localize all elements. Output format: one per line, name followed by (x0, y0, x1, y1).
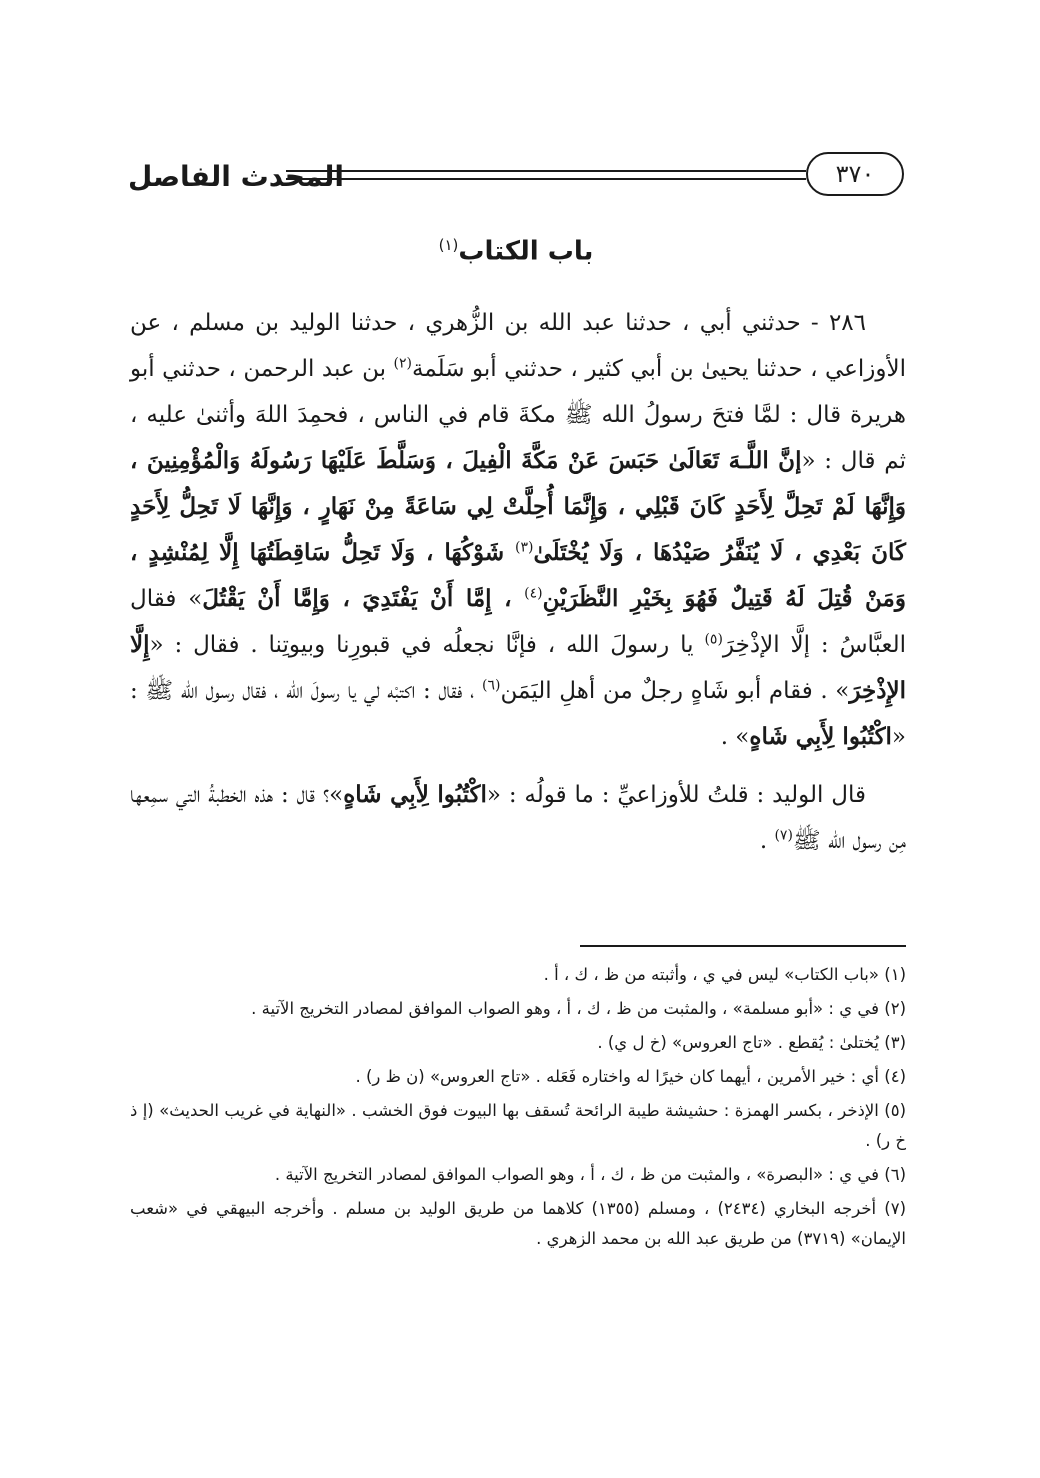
prophetic-speech: اكْتُبُوا لِأَبِي شَاهٍ (749, 723, 892, 750)
text-run: »؟ قال : هذه الخطبةُ التي سمِعها مِن رسول الله ﷺ (130, 782, 906, 854)
footnote-number: (٦) (884, 1165, 906, 1184)
footnote (130, 1160, 906, 1190)
footnote (130, 1194, 906, 1254)
footnote-separator (580, 945, 906, 947)
body-text (130, 300, 906, 864)
footnote (130, 1062, 906, 1092)
footnote-number: (٢) (884, 999, 906, 1018)
commentary-paragraph (130, 772, 906, 864)
header-rule-top (286, 170, 806, 172)
chapter-title: باب الكتاب (458, 236, 594, 267)
footnote-ref: (٢) (393, 355, 412, 372)
footnote (130, 960, 906, 990)
footnote-text: في ي : «البصرة» ، والمثبت من ظ ، ك ، أ ، وهو الصواب الموافق لمصادر التخريج الآتية . (274, 1165, 879, 1184)
footnote-text: أخرجه البخاري (٢٤٣٤) ، ومسلم (١٣٥٥) كلاهما من طريق الوليد بن مسلم . وأخرجه البيهقي في «شعب الإيمان» (٣٧١٩) من طريق عبد الله بن محمد الزهري . (130, 1199, 906, 1248)
prophetic-speech: ، إِمَّا أَنْ يَفْتَدِيَ ، وَإِمَّا أَنْ يَقْتُلَ (202, 585, 525, 612)
chapter-heading (128, 236, 904, 267)
hadith-paragraph (130, 300, 906, 760)
text-run: ٢٨٦ - حدثني أبي ، حدثنا عبد الله بن الزُّهري ، حدثنا الوليد بن مسلم ، عن الأوزاعي ، حدثنا يحيىٰ بن أبي كثير ، حدثني أبو سَلَمة (130, 310, 907, 382)
footnote-number: (٣) (884, 1033, 906, 1052)
chapter-footnote-ref: (١) (438, 236, 459, 254)
footnote-number: (٤) (884, 1067, 906, 1086)
footnote-text: يُختلىٰ : يُقطع . «تاج العروس» (خ ل ي) . (597, 1033, 879, 1052)
footnotes (130, 960, 906, 1258)
header-rule-bottom (286, 178, 806, 180)
footnote-text: «باب الكتاب» ليس في ي ، وأثبته من ظ ، ك ، أ . (543, 965, 879, 984)
footnote-text: في ي : «أبو مسلمة» ، والمثبت من ظ ، ك ، أ ، وهو الصواب الموافق لمصادر التخريج الآتية . (251, 999, 879, 1018)
prophetic-speech: إنَّ اللَّـهَ تَعَالَىٰ حَبَسَ عَنْ مَكَّةَ الْفِيلَ ، وَسَلَّطَ عَلَيْهَا رَسُولَهُ وَالْمُؤْمِنِينَ ، وَإِنَّهَا لَمْ تَحِلَّ لِأَحَدٍ كَانَ قَبْلِي ، وَإِنَّمَا أُحِلَّتْ لِي سَاعَةً مِنْ نَهَارٍ ، وَإِنَّهَا لَا تَحِلُّ لِأَحَدٍ كَانَ بَعْدِي ، لَا يُنَفَّرُ صَيْدُهَا ، وَلَا يُخْتَلَىٰ (130, 447, 906, 566)
book-title: المحدث الفاصل (128, 160, 344, 193)
footnote-ref: (٣) (515, 539, 534, 556)
footnote-ref: (٧) (774, 827, 793, 844)
footnote-number: (٥) (884, 1101, 907, 1120)
footnote-text: أي : خير الأمرين ، أيهما كان خيرًا له واختاره فَعَله . «تاج العروس» (ن ظ ر) . (355, 1067, 879, 1086)
footnote (130, 1096, 906, 1156)
running-header (128, 150, 904, 210)
footnote-number: (٧) (884, 1199, 907, 1218)
prophetic-speech: إِلَّا الإِذْخِرَ (130, 631, 906, 704)
text-run: قال الوليد : قلتُ للأوزاعيِّ : ما قولُه : « (486, 782, 866, 808)
footnote-text: الإذخر ، بكسر الهمزة : حشيشة طيبة الرائحة تُسقف بها البيوت فوق الخشب . «النهاية في غريب الحديث» (إ ذ خ ر) . (130, 1101, 906, 1150)
prophetic-speech: شَوْكُهَا ، وَلَا تَحِلُّ سَاقِطَتُهَا إِلَّا لِمُنْشِدٍ ، وَمَنْ قُتِلَ لَهُ قَتِيلٌ فَهُوَ بِخَيْرِ النَّظَرَيْنِ (130, 539, 906, 612)
text-run: بن عبد الرحمن ، حدثني أبو هريرة قال : لمَّا فتحَ رسولُ الله ﷺ مكةَ قام في الناس ، فحمِدَ اللهَ وأثنىٰ عليه ، ثم قال : « (130, 356, 906, 474)
footnote-ref: (٦) (482, 677, 501, 694)
text-run: يا رسولَ الله ، فإنَّا نجعلُه في قبورِنا وبيوتِنا . فقال : « (149, 632, 705, 658)
page-number: ٣٧٠ (806, 152, 904, 196)
footnote (130, 994, 906, 1024)
footnote-number: (١) (884, 965, 906, 984)
text-run: . (759, 828, 775, 854)
text-run: » . فقام أبو شَاهٍ رجلٌ من أهلِ اليَمَن (500, 678, 850, 704)
footnote-ref: (٥) (704, 631, 723, 648)
text-run: » فقال العبَّاسُ : إلَّا الإذْخِرَ (130, 586, 906, 658)
text-run: ، فقال : اكتبْه لي يا رسولَ الله ، فقال رسول الله ﷺ : « (130, 678, 906, 750)
footnote (130, 1028, 906, 1058)
text-run: » . (720, 724, 750, 750)
prophetic-speech: اكْتُبُوا لِأَبِي شَاهٍ (343, 781, 487, 808)
footnote-ref: (٤) (524, 585, 543, 602)
